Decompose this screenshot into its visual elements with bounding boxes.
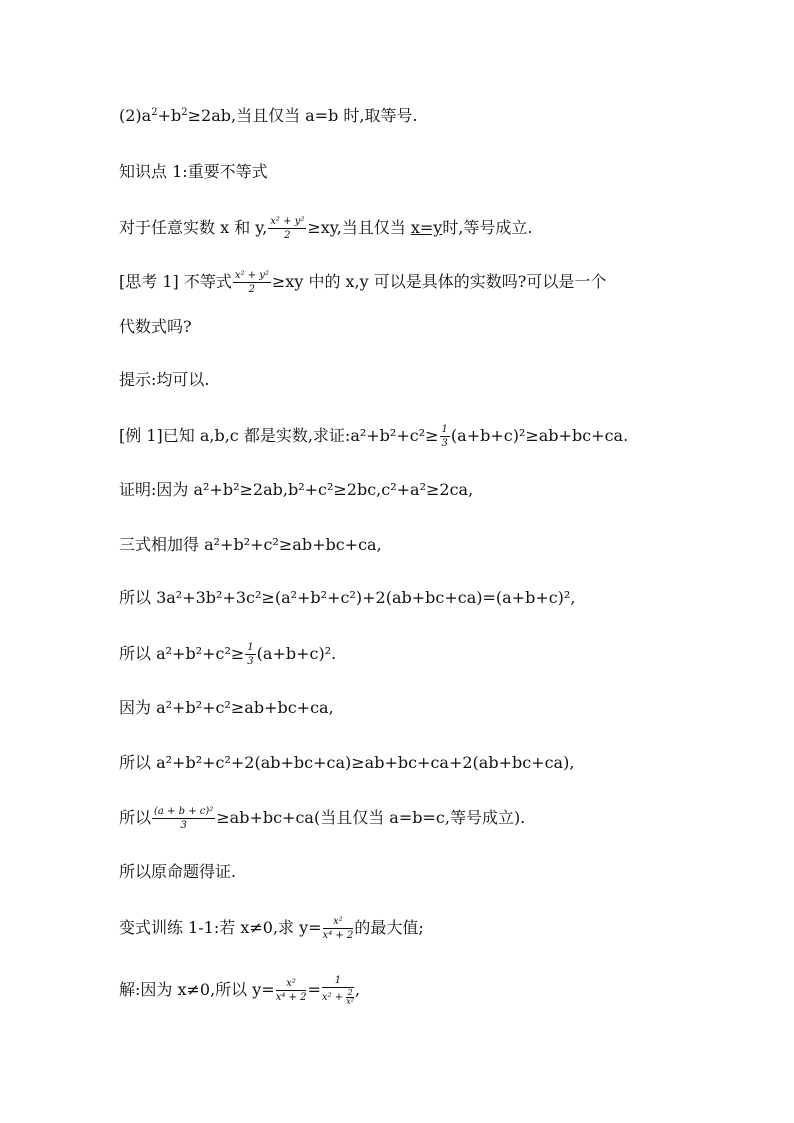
- line-3-post: 时,等号成立.: [442, 218, 533, 237]
- sup: 2: [151, 107, 158, 118]
- frac-numerator: 1: [247, 642, 254, 653]
- proof-line-3: 所以 3a²+3b²+3c²≥(a²+b²+c²)+2(ab+bc+ca)=(a+b+c)²,: [119, 588, 576, 607]
- line-3-mid: ≥xy,当且仅当: [307, 218, 411, 237]
- example-1-line: [119, 424, 628, 449]
- line-1-part-b: +b: [157, 106, 182, 125]
- fraction-sum-squared-over-3: [152, 806, 215, 831]
- underlined-condition: x=y: [410, 218, 443, 237]
- text-line-5: 代数式吗?: [119, 317, 192, 336]
- fraction-x2y2-over-2: [268, 216, 306, 241]
- frac-denominator: 3: [441, 438, 448, 449]
- proof-conclusion: 所以原命题得证.: [119, 862, 237, 881]
- proof-line-1: 证明:因为 a²+b²≥2ab,b²+c²≥2bc,c²+a²≥2ca,: [119, 480, 474, 499]
- proof-line-6: 所以 a²+b²+c²+2(ab+bc+ca)≥ab+bc+ca+2(ab+bc+ca),: [119, 753, 575, 772]
- proof-line-5: 因为 a²+b²+c²≥ab+bc+ca,: [119, 698, 334, 717]
- frac-denominator: x⁴ + 2: [322, 930, 354, 941]
- fraction-one-over-compound: [322, 975, 354, 1006]
- frac-denominator: x⁴ + 2: [275, 992, 307, 1003]
- knowledge-point-heading: 知识点 1:重要不等式: [119, 162, 268, 181]
- fraction-x2-over-x4-plus-2: [323, 916, 354, 941]
- frac-numerator: x² + y²: [234, 270, 269, 281]
- fraction-one-third: [440, 424, 450, 449]
- fraction-x2-over-x4-plus-2: [276, 978, 307, 1003]
- hint-line: 提示:均可以.: [119, 370, 210, 389]
- text-line-1: [119, 106, 418, 126]
- text-line-3: [119, 216, 533, 241]
- frac-denominator: 3: [247, 656, 254, 667]
- frac-denominator: [322, 988, 354, 1006]
- line-11-post: (a+b+c)².: [256, 644, 337, 663]
- text-line-4: [119, 270, 606, 295]
- frac-denominator: 2: [284, 230, 291, 241]
- line-4-post: ≥xy 中的 x,y 可以是具体的实数吗?可以是一个: [271, 272, 607, 291]
- nested-denominator: x²: [346, 997, 354, 1006]
- line-7-post: (a+b+c)²≥ab+bc+ca.: [450, 426, 629, 445]
- line-16-post: 的最大值;: [354, 918, 424, 937]
- frac-denominator: 3: [180, 820, 187, 831]
- line-14-post: ≥ab+bc+ca(当且仅当 a=b=c,等号成立).: [216, 808, 526, 827]
- sup: 2: [181, 107, 188, 118]
- frac-denominator: 2: [248, 284, 256, 295]
- line-17-post: ,: [354, 980, 361, 999]
- line-17-pre: 解:因为 x≠0,所以 y=: [119, 980, 275, 999]
- fraction-one-third: [245, 642, 255, 667]
- fraction-x2y2-over-2: [233, 270, 271, 295]
- frac-numerator: 1: [322, 975, 354, 988]
- proof-line-7: [119, 806, 525, 831]
- proof-line-4: [119, 642, 336, 667]
- line-1-part-a: (2)a: [119, 106, 152, 125]
- line-7-pre: [例 1]已知 a,b,c 都是实数,求证:a²+b²+c²≥: [119, 426, 439, 445]
- line-16-pre: 变式训练 1-1:若 x≠0,求 y=: [119, 918, 322, 937]
- nested-fraction: [346, 989, 354, 1006]
- proof-line-2: 三式相加得 a²+b²+c²≥ab+bc+ca,: [119, 535, 382, 554]
- line-11-pre: 所以 a²+b²+c²≥: [119, 644, 245, 663]
- solution-line: [119, 975, 360, 1006]
- nested-numerator: 2: [347, 988, 353, 997]
- compound-den-a: x² +: [321, 992, 347, 1003]
- equals-sign: =: [307, 980, 321, 999]
- frac-numerator: x²: [276, 978, 307, 991]
- line-14-pre: 所以: [119, 808, 152, 827]
- frac-numerator: (a + b + c)²: [154, 806, 214, 817]
- frac-numerator: x²: [323, 916, 354, 929]
- frac-numerator: x² + y²: [270, 216, 305, 227]
- line-1-part-c: ≥2ab,当且仅当 a=b 时,取等号.: [187, 106, 418, 125]
- line-3-pre: 对于任意实数 x 和 y,: [119, 218, 268, 237]
- line-4-pre: [思考 1] 不等式: [119, 272, 232, 291]
- frac-numerator: 1: [441, 424, 448, 435]
- variant-exercise-line: [119, 916, 424, 941]
